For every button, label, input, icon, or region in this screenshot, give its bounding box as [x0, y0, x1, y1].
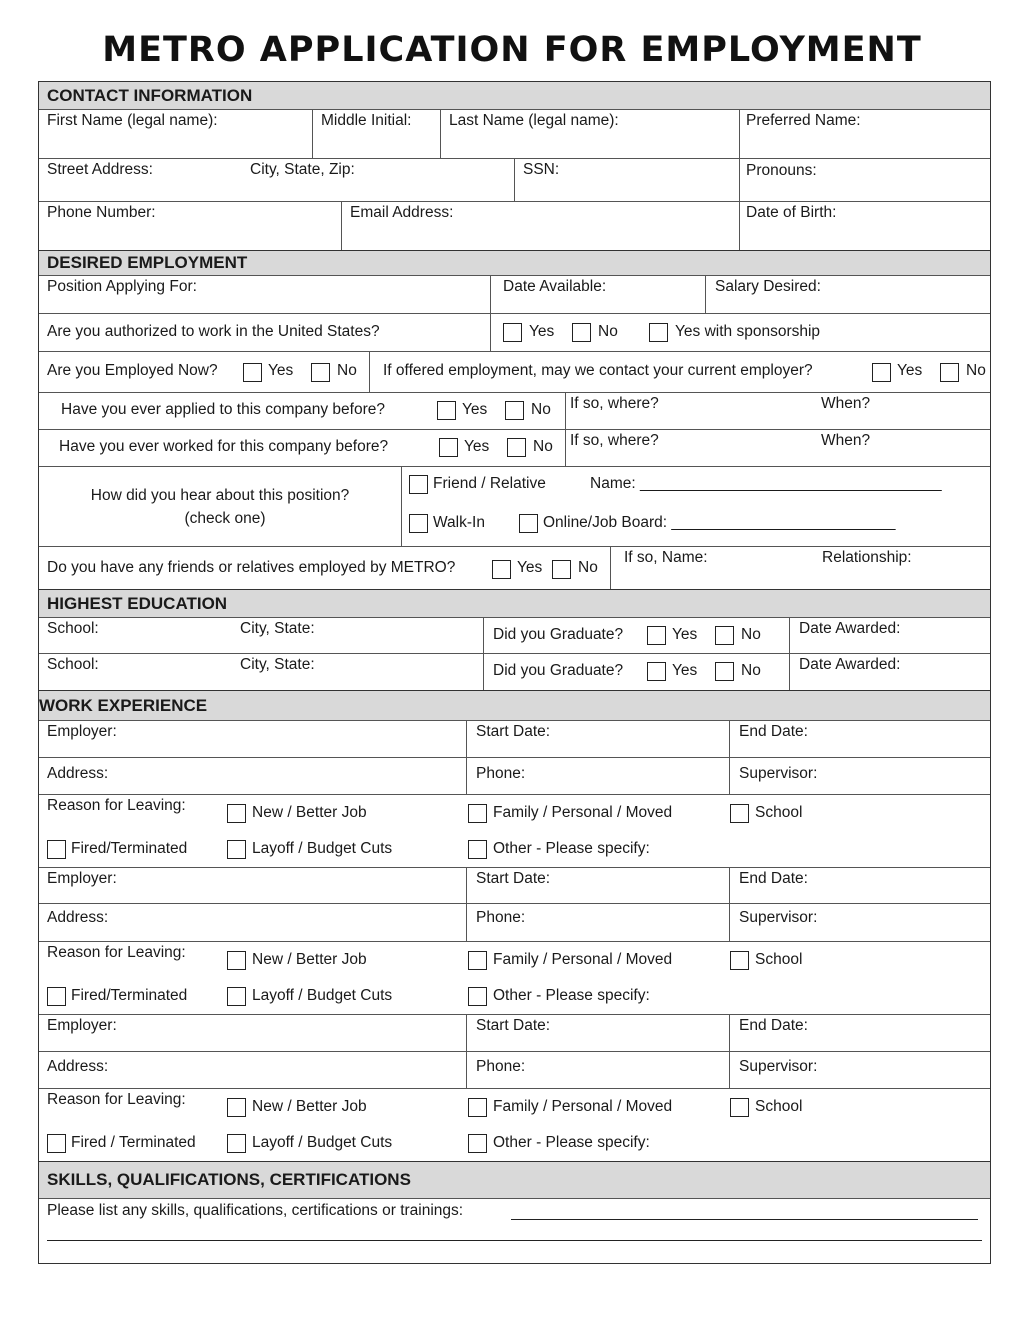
job-3-employer-label: Employer:: [47, 1017, 117, 1034]
education-row-1: [39, 617, 990, 653]
job-2-reason-label: Reason for Leaving:: [47, 944, 186, 961]
job-1-phone-field[interactable]: [466, 758, 729, 794]
job-1-new-job-label: New / Better Job: [252, 804, 367, 821]
job-1-fired-checkbox[interactable]: [47, 840, 66, 859]
job-3-reason-label: Reason for Leaving:: [47, 1091, 186, 1108]
applied-when-label: When?: [821, 395, 871, 412]
graduate-label-1: Did you Graduate?: [493, 626, 624, 643]
skills-prompt: Please list any skills, qualifications, certifications or trainings:: [47, 1202, 464, 1219]
employed-now-label: Are you Employed Now?: [47, 362, 218, 379]
job-2-row-address: [39, 903, 990, 941]
school-label-2: School:: [47, 656, 99, 673]
job-3-new-job-checkbox[interactable]: [227, 1098, 246, 1117]
salary-desired-field[interactable]: [705, 276, 990, 313]
graduate-yes-label-2: Yes: [672, 662, 698, 679]
job-1-employer-field[interactable]: [39, 721, 466, 757]
job-2-row-employer: [39, 867, 990, 903]
contact-employer-yes-label: Yes: [897, 362, 923, 379]
graduate-options-2: [483, 654, 789, 690]
worked-before-question: [39, 430, 565, 466]
job-3-start-date-field[interactable]: [466, 1015, 729, 1051]
contact-employer-no-checkbox[interactable]: [940, 363, 959, 382]
application-form: [38, 81, 991, 1264]
job-2-end-date-field[interactable]: [729, 868, 990, 903]
job-3-end-date-label: End Date:: [739, 1017, 808, 1034]
referral-name-line[interactable]: Name: ___________________________________: [590, 475, 942, 492]
hear-about-options: [401, 467, 990, 546]
job-3-layoff-label: Layoff / Budget Cuts: [252, 1134, 393, 1151]
job-3-phone-field[interactable]: [466, 1052, 729, 1088]
employed-now-no-checkbox[interactable]: [311, 363, 330, 382]
job-1-fired-label: Fired/Terminated: [71, 840, 188, 857]
graduate-no-label-1: No: [741, 626, 761, 643]
authorized-no-checkbox[interactable]: [572, 323, 591, 342]
friend-name-label: If so, Name:: [624, 549, 708, 566]
phone-number-label: Phone Number:: [47, 204, 156, 221]
job-1-row-address: [39, 757, 990, 794]
job-2-row-reason: [39, 941, 990, 1014]
employment-row-employed-now: [39, 351, 990, 392]
worked-before-yes-label: Yes: [464, 438, 490, 455]
job-2-phone-label: Phone:: [476, 909, 526, 926]
check-one-label: (check one): [184, 510, 266, 527]
applied-before-label: Have you ever applied to this company before?: [61, 401, 385, 418]
ssn-field[interactable]: [514, 159, 739, 201]
graduate-yes-checkbox-2[interactable]: [647, 662, 666, 681]
job-1-phone-label: Phone:: [476, 765, 526, 782]
employed-now-yes-label: Yes: [268, 362, 294, 379]
city-state-zip-label: City, State, Zip:: [250, 161, 355, 178]
contact-row-phone: [39, 201, 990, 250]
job-2-school-checkbox[interactable]: [730, 951, 749, 970]
job-1-school-label: School: [755, 804, 803, 821]
pronouns-field[interactable]: [739, 159, 990, 201]
friends-employed-yes-label: Yes: [517, 559, 543, 576]
job-3-layoff-checkbox[interactable]: [227, 1134, 246, 1153]
education-row-2: [39, 653, 990, 690]
job-2-start-date-label: Start Date:: [476, 870, 551, 887]
employment-row-applied-before: [39, 392, 990, 429]
job-1-other-label: Other - Please specify:: [493, 840, 650, 857]
date-available-field[interactable]: [490, 276, 705, 313]
school-label-1: School:: [47, 620, 99, 637]
job-3-address-field[interactable]: [39, 1052, 466, 1088]
employed-now-yes-checkbox[interactable]: [243, 363, 262, 382]
job-3-family-checkbox[interactable]: [468, 1098, 487, 1117]
date-of-birth-field[interactable]: [739, 202, 990, 250]
job-2-school-label: School: [755, 951, 803, 968]
employment-row-hear-about: [39, 466, 990, 546]
applied-before-yes-checkbox[interactable]: [437, 401, 456, 420]
job-3-new-job-label: New / Better Job: [252, 1098, 367, 1115]
job-1-address-label: Address:: [47, 765, 109, 782]
employment-row-authorized: [39, 313, 990, 351]
worked-before-details[interactable]: [565, 430, 990, 466]
job-2-other-label: Other - Please specify:: [493, 987, 650, 1004]
street-address-field[interactable]: [39, 159, 514, 201]
job-3-fired-checkbox[interactable]: [47, 1134, 66, 1153]
authorized-sponsorship-label: Yes with sponsorship: [675, 323, 821, 340]
job-1-end-date-label: End Date:: [739, 723, 808, 740]
middle-initial-field[interactable]: [312, 110, 440, 158]
job-1-other-checkbox[interactable]: [468, 840, 487, 859]
friends-employed-details[interactable]: [610, 547, 990, 589]
contact-row-names: [39, 109, 990, 158]
graduate-options-1: [483, 618, 789, 653]
job-3-row-address: [39, 1051, 990, 1088]
school-field-1[interactable]: [39, 618, 483, 653]
job-2-new-job-label: New / Better Job: [252, 951, 367, 968]
friend-relative-checkbox[interactable]: [409, 475, 428, 494]
friend-relative-label: Friend / Relative: [433, 475, 546, 492]
section-header-work: WORK EXPERIENCE: [39, 690, 990, 720]
date-awarded-label-1: Date Awarded:: [799, 620, 901, 637]
section-header-employment: DESIRED EMPLOYMENT: [39, 250, 990, 275]
date-available-label: Date Available:: [503, 278, 607, 295]
job-3-address-label: Address:: [47, 1058, 109, 1075]
online-board-checkbox[interactable]: [519, 514, 538, 533]
job-2-employer-field[interactable]: [39, 868, 466, 903]
job-1-start-date-label: Start Date:: [476, 723, 551, 740]
contact-employer-label: If offered employment, may we contact your current employer?: [383, 362, 813, 379]
applied-before-details[interactable]: [565, 393, 990, 429]
job-3-other-label: Other - Please specify:: [493, 1134, 650, 1151]
graduate-label-2: Did you Graduate?: [493, 662, 624, 679]
walk-in-checkbox[interactable]: [409, 514, 428, 533]
applied-before-no-checkbox[interactable]: [505, 401, 524, 420]
worked-before-no-checkbox[interactable]: [507, 438, 526, 457]
last-name-label: Last Name (legal name):: [449, 112, 619, 129]
authorized-yes-label: Yes: [529, 323, 555, 340]
graduate-yes-label-1: Yes: [672, 626, 698, 643]
job-3-school-label: School: [755, 1098, 803, 1115]
employed-now-question: [39, 352, 369, 392]
authorized-yes-checkbox[interactable]: [503, 323, 522, 342]
job-3-supervisor-field[interactable]: [729, 1052, 990, 1088]
graduate-no-checkbox-2[interactable]: [715, 662, 734, 681]
city-state-label-1: City, State:: [240, 620, 315, 637]
worked-where-label: If so, where?: [570, 432, 659, 449]
applied-where-label: If so, where?: [570, 395, 659, 412]
authorized-label: Are you authorized to work in the United States?: [47, 323, 380, 340]
phone-number-field[interactable]: [39, 202, 341, 250]
city-state-label-2: City, State:: [240, 656, 315, 673]
employed-now-no-label: No: [337, 362, 357, 379]
job-2-phone-field[interactable]: [466, 904, 729, 941]
job-2-new-job-checkbox[interactable]: [227, 951, 246, 970]
job-1-layoff-label: Layoff / Budget Cuts: [252, 840, 393, 857]
job-1-row-employer: [39, 720, 990, 757]
job-2-fired-checkbox[interactable]: [47, 987, 66, 1006]
worked-before-label: Have you ever worked for this company before?: [59, 438, 389, 455]
contact-employer-no-label: No: [966, 362, 986, 379]
contact-employer-question: [369, 352, 990, 392]
date-awarded-field-2[interactable]: [789, 654, 990, 690]
employment-row-position: [39, 275, 990, 313]
date-awarded-label-2: Date Awarded:: [799, 656, 901, 673]
friends-employed-label: Do you have any friends or relatives employed by METRO?: [47, 559, 456, 576]
authorized-no-label: No: [598, 323, 618, 340]
date-of-birth-label: Date of Birth:: [746, 204, 837, 221]
street-address-label: Street Address:: [47, 161, 153, 178]
page-title: METRO APPLICATION FOR EMPLOYMENT: [102, 30, 922, 70]
preferred-name-label: Preferred Name:: [746, 112, 861, 129]
job-2-address-label: Address:: [47, 909, 109, 926]
job-1-row-reason: [39, 794, 990, 867]
job-1-supervisor-field[interactable]: [729, 758, 990, 794]
job-1-employer-label: Employer:: [47, 723, 117, 740]
worked-before-yes-checkbox[interactable]: [439, 438, 458, 457]
job-1-end-date-field[interactable]: [729, 721, 990, 757]
hear-about-label: How did you hear about this position?: [90, 487, 350, 504]
email-address-label: Email Address:: [350, 204, 454, 221]
relationship-label: Relationship:: [822, 549, 912, 566]
online-board-line[interactable]: Online/Job Board: __________________________: [543, 514, 896, 531]
section-header-contact: CONTACT INFORMATION: [39, 82, 990, 109]
job-1-new-job-checkbox[interactable]: [227, 804, 246, 823]
job-1-start-date-field[interactable]: [466, 721, 729, 757]
job-2-address-field[interactable]: [39, 904, 466, 941]
email-address-field[interactable]: [341, 202, 739, 250]
applied-before-yes-label: Yes: [462, 401, 488, 418]
graduate-yes-checkbox-1[interactable]: [647, 626, 666, 645]
position-field[interactable]: [39, 276, 490, 313]
contact-row-address: [39, 158, 990, 201]
applied-before-no-label: No: [531, 401, 551, 418]
school-field-2[interactable]: [39, 654, 483, 690]
friends-employed-question: [39, 547, 610, 589]
walk-in-label: Walk-In: [433, 514, 485, 531]
section-header-skills: SKILLS, QUALIFICATIONS, CERTIFICATIONS: [39, 1161, 990, 1198]
graduate-no-checkbox-1[interactable]: [715, 626, 734, 645]
job-1-layoff-checkbox[interactable]: [227, 840, 246, 859]
job-3-employer-field[interactable]: [39, 1015, 466, 1051]
position-label: Position Applying For:: [47, 278, 197, 295]
skills-answer-line-1[interactable]: [511, 1219, 978, 1220]
friends-employed-no-label: No: [578, 559, 598, 576]
job-1-family-label: Family / Personal / Moved: [493, 804, 673, 821]
section-header-education: HIGHEST EDUCATION: [39, 589, 990, 617]
job-2-fired-label: Fired/Terminated: [71, 987, 188, 1004]
job-3-start-date-label: Start Date:: [476, 1017, 551, 1034]
worked-before-no-label: No: [533, 438, 553, 455]
job-2-layoff-checkbox[interactable]: [227, 987, 246, 1006]
authorized-sponsorship-checkbox[interactable]: [649, 323, 668, 342]
worked-when-label: When?: [821, 432, 871, 449]
friends-employed-yes-checkbox[interactable]: [492, 560, 511, 579]
job-2-family-checkbox[interactable]: [468, 951, 487, 970]
job-2-family-label: Family / Personal / Moved: [493, 951, 673, 968]
employment-row-worked-before: [39, 429, 990, 466]
applied-before-question: [39, 393, 565, 429]
job-3-school-checkbox[interactable]: [730, 1098, 749, 1117]
job-1-school-checkbox[interactable]: [730, 804, 749, 823]
job-2-layoff-label: Layoff / Budget Cuts: [252, 987, 393, 1004]
job-3-row-employer: [39, 1014, 990, 1051]
job-2-supervisor-label: Supervisor:: [739, 909, 818, 926]
skills-answer-line-2[interactable]: [47, 1240, 982, 1241]
friends-employed-no-checkbox[interactable]: [552, 560, 571, 579]
pronouns-label: Pronouns:: [746, 162, 817, 179]
date-awarded-field-1[interactable]: [789, 618, 990, 653]
job-3-row-reason: [39, 1088, 990, 1161]
job-2-employer-label: Employer:: [47, 870, 117, 887]
employment-row-friends-employed: [39, 546, 990, 589]
last-name-field[interactable]: [440, 110, 739, 158]
job-1-address-field[interactable]: [39, 758, 466, 794]
job-2-end-date-label: End Date:: [739, 870, 808, 887]
salary-desired-label: Salary Desired:: [715, 278, 821, 295]
job-2-other-checkbox[interactable]: [468, 987, 487, 1006]
job-3-other-checkbox[interactable]: [468, 1134, 487, 1153]
job-2-start-date-field[interactable]: [466, 868, 729, 903]
job-1-supervisor-label: Supervisor:: [739, 765, 818, 782]
ssn-label: SSN:: [523, 161, 560, 178]
job-3-fired-label: Fired / Terminated: [71, 1134, 196, 1151]
contact-employer-yes-checkbox[interactable]: [872, 363, 891, 382]
job-1-reason-label: Reason for Leaving:: [47, 797, 186, 814]
graduate-no-label-2: No: [741, 662, 761, 679]
middle-initial-label: Middle Initial:: [321, 112, 412, 129]
authorized-question: [39, 314, 490, 351]
job-3-phone-label: Phone:: [476, 1058, 526, 1075]
job-1-family-checkbox[interactable]: [468, 804, 487, 823]
job-3-end-date-field[interactable]: [729, 1015, 990, 1051]
authorized-options: [490, 314, 990, 351]
preferred-name-field[interactable]: [739, 110, 990, 158]
job-3-supervisor-label: Supervisor:: [739, 1058, 818, 1075]
job-2-supervisor-field[interactable]: [729, 904, 990, 941]
skills-row[interactable]: [39, 1198, 990, 1264]
first-name-field[interactable]: [39, 110, 312, 158]
job-3-family-label: Family / Personal / Moved: [493, 1098, 673, 1115]
hear-about-question: [39, 467, 401, 546]
first-name-label: First Name (legal name):: [47, 112, 218, 129]
